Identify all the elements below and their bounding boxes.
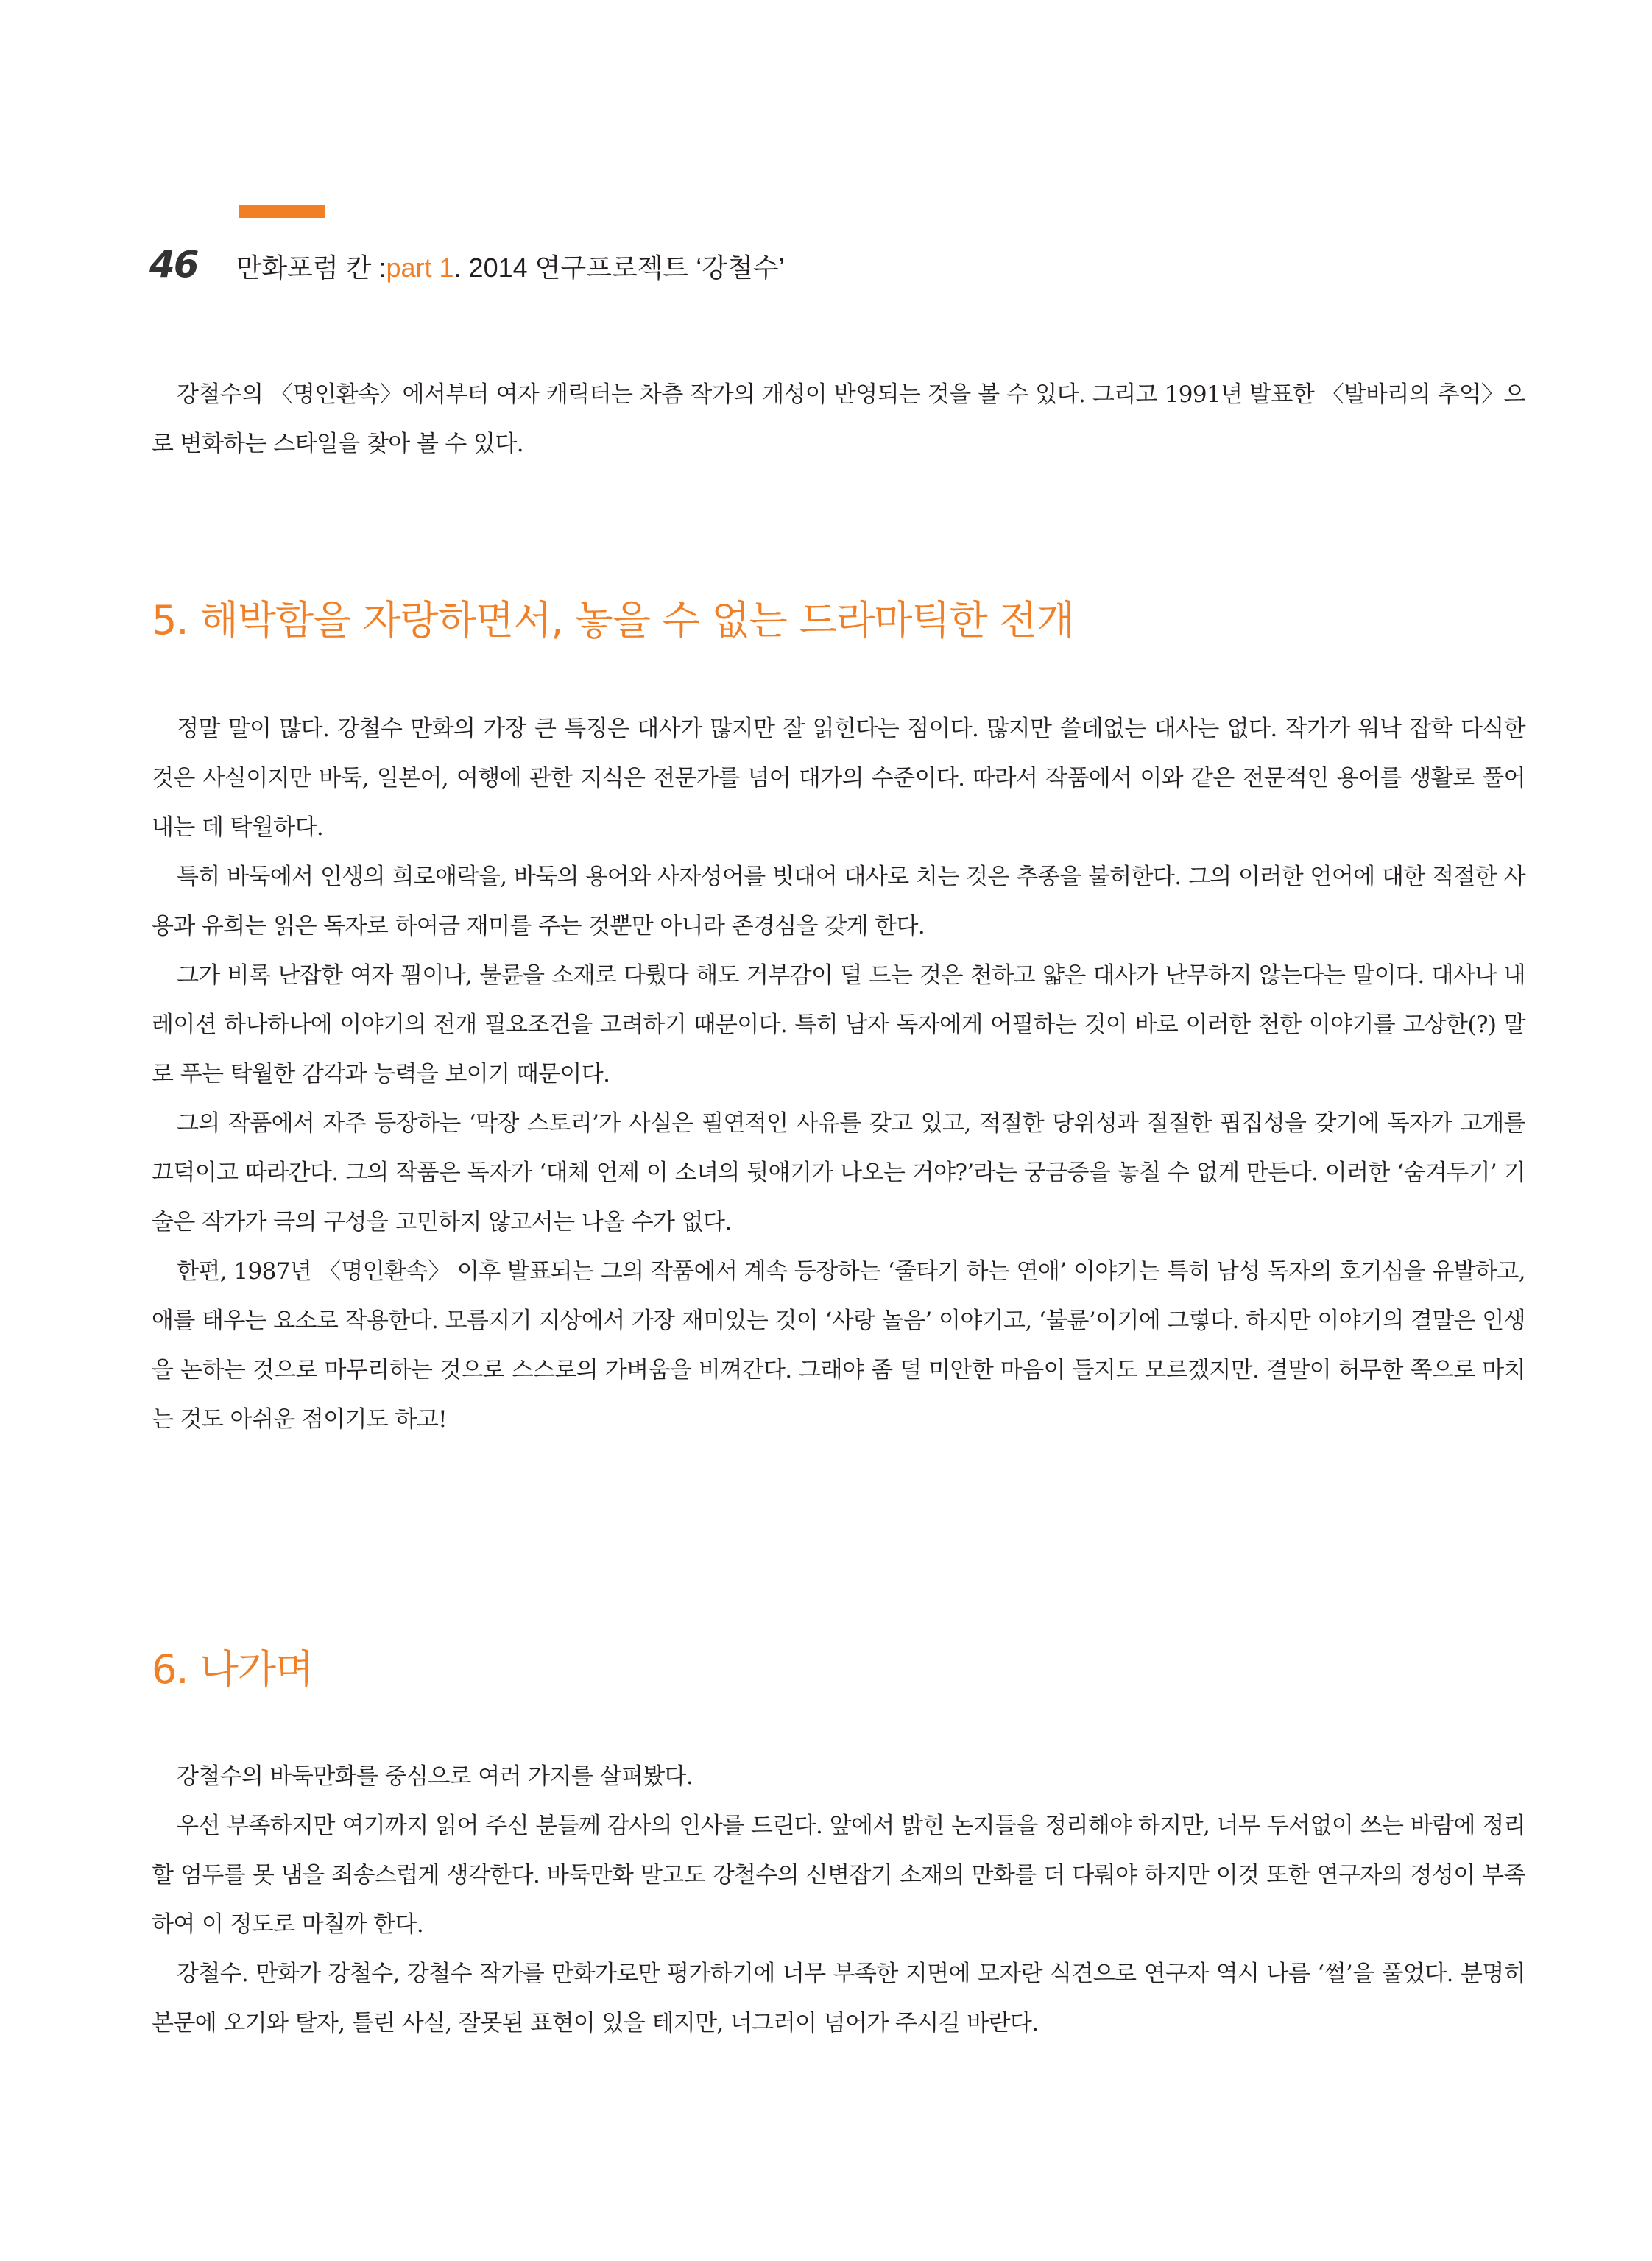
paragraph: 그의 작품에서 자주 등장하는 ‘막장 스토리’가 사실은 필연적인 사유를 갖고 있고, 적절한 당위성과 절절한 핍집성을 갖기에 독자가 고개를 끄덕이고 따라간다. 그의 작품은 독자가 ‘대체 언제 이 소녀의 뒷얘기가 나오는 거야?’라는 궁금증을 놓칠 수 없게 만든다. 이러한 ‘숨겨두기’ 기술은 작가가 극의 구성을 고민하지 않고서는 나올 수가 없다.: [152, 1110, 1525, 1235]
paragraph: 강철수. 만화가 강철수, 강철수 작가를 만화가로만 평가하기에 너무 부족한 지면에 모자란 식견으로 연구자 역시 나름 ‘썰’을 풀었다. 분명히 본문에 오기와 탈자, 틀린 사실, 잘못된 표현이 있을 테지만, 너그러이 넘어가 주시길 바란다.: [152, 1961, 1525, 2036]
section-5-heading: 5. 해박함을 자랑하면서, 놓을 수 없는 드라마틱한 전개: [152, 597, 1075, 643]
paragraph: 그가 비록 난잡한 여자 꾐이나, 불륜을 소재로 다뤘다 해도 거부감이 덜 드는 것은 천하고 얇은 대사가 난무하지 않는다는 말이다. 대사나 내레이션 하나하나에 이야기의 전개 필요조건을 고려하기 때문이다. 특히 남자 독자에게 어필하는 것이 바로 이러한 천한 이야기를 고상한(?) 말로 푸는 탁월한 감각과 능력을 보이기 때문이다.: [152, 962, 1525, 1087]
page-number: 46: [149, 243, 198, 286]
paragraph: 한편, 1987년 〈명인환속〉 이후 발표되는 그의 작품에서 계속 등장하는 ‘줄타기 하는 연애’ 이야기는 특히 남성 독자의 호기심을 유발하고, 애를 태우는 요소로 작용한다. 모름지기 지상에서 가장 재미있는 것이 ‘사랑 놀음’ 이야기고, ‘불륜’이기에 그렇다. 하지만 이야기의 결말은 인생을 논하는 것으로 마무리하는 것으로 스스로의 가벼움을 비껴간다. 그래야 좀 덜 미안한 마음이 들지도 모르겠지만. 결말이 허무한 쪽으로 마치는 것도 아쉬운 점이기도 하고!: [152, 1258, 1525, 1433]
paragraph: 특히 바둑에서 인생의 희로애락을, 바둑의 용어와 사자성어를 빗대어 대사로 치는 것은 추종을 불허한다. 그의 이러한 언어에 대한 적절한 사용과 유희는 읽은 독자로 하여금 재미를 주는 것뿐만 아니라 존경심을 갖게 한다.: [152, 864, 1525, 939]
section-6-heading: 6. 나가며: [152, 1646, 314, 1693]
paragraph: 강철수의 바둑만화를 중심으로 여러 가지를 살펴봤다.: [177, 1763, 693, 1790]
header-accent-bar: [239, 205, 325, 218]
section-6-body: [152, 1752, 1525, 2048]
header-part: part 1: [386, 253, 454, 283]
paragraph: 우선 부족하지만 여기까지 읽어 주신 분들께 감사의 인사를 드린다. 앞에서 밝힌 논지들을 정리해야 하지만, 너무 두서없이 쓰는 바람에 정리할 엄두를 못 냄을 죄송스럽게 생각한다. 바둑만화 말고도 강철수의 신변잡기 소재의 만화를 더 다뤄야 하지만 이것 또한 연구자의 정성이 부족하여 이 정도로 마칠까 한다.: [152, 1813, 1525, 1938]
intro-text: [152, 370, 1525, 469]
paragraph: 강철수의 〈명인환속〉에서부터 여자 캐릭터는 차츰 작가의 개성이 반영되는 것을 볼 수 있다. 그리고 1991년 발표한 〈발바리의 추억〉으로 변화하는 스타일을 찾아 볼 수 있다.: [152, 381, 1525, 457]
section-5-body: [152, 705, 1525, 1445]
paragraph: 정말 말이 많다. 강철수 만화의 가장 큰 특징은 대사가 많지만 잘 읽힌다는 점이다. 많지만 쓸데없는 대사는 없다. 작가가 워낙 잡학 다식한 것은 사실이지만 바둑, 일본어, 여행에 관한 지식은 전문가를 넘어 대가의 수준이다. 따라서 작품에서 이와 같은 전문적인 용어를 생활로 풀어내는 데 탁월하다.: [152, 716, 1525, 841]
header-series: 만화포럼 칸 :: [236, 253, 386, 283]
header-title: . 2014 연구프로젝트 ‘강철수’: [453, 253, 785, 283]
running-header: [149, 243, 785, 287]
